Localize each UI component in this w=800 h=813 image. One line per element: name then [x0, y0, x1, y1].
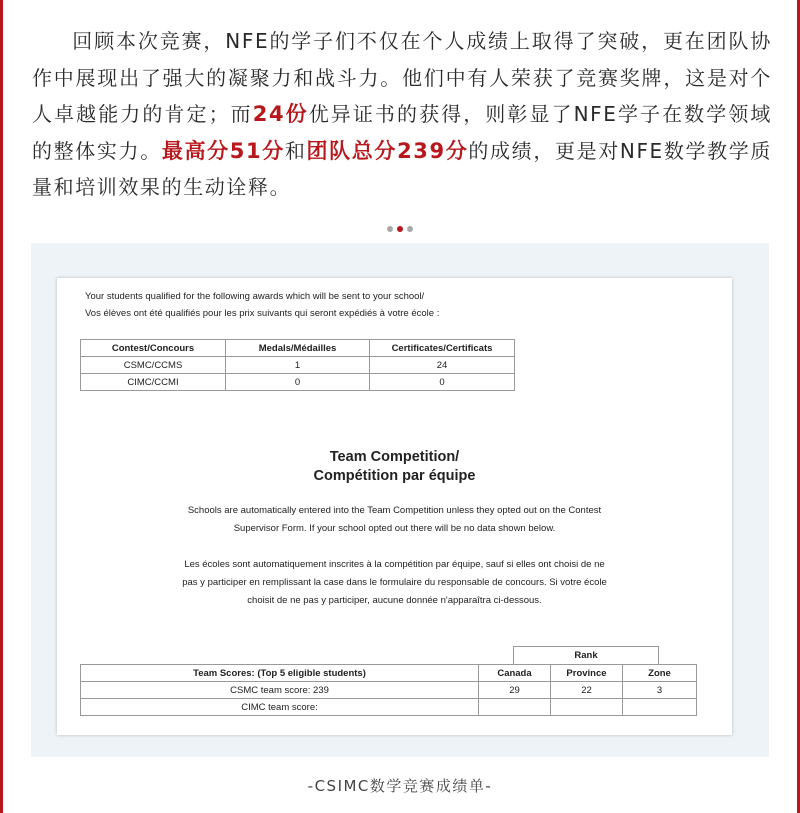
- text-line: pas y participer en remplissant la case dans le formulaire du responsable de concours. Si votre école: [182, 577, 607, 588]
- table-cell: 22: [551, 682, 623, 699]
- table-cell: 0: [226, 374, 370, 391]
- table-cell: [551, 699, 623, 716]
- table-cell: 1: [226, 357, 370, 374]
- column-header: Team Scores: (Top 5 eligible students): [81, 665, 479, 682]
- carousel-dot[interactable]: [387, 226, 393, 232]
- team-competition-title: [57, 448, 732, 486]
- table-header-row: [81, 340, 515, 357]
- table-cell: 3: [623, 682, 697, 699]
- image-caption: -CSIMC数学竞赛成绩单-: [307, 777, 493, 795]
- awards-table: [80, 339, 515, 391]
- column-header: Province: [551, 665, 623, 682]
- carousel-indicator: [0, 226, 800, 232]
- article-text-1: 回顾本次竞赛，NFE的学子们不仅在个人成绩上取得了突破，更在团队协作中展现出了强大的凝聚力和战斗力。他们中有人荣获了竞赛奖牌，这是对个人卓越能力的肯定；而: [32, 29, 772, 126]
- table-cell: CIMC/CCMI: [81, 374, 226, 391]
- carousel-dot-active[interactable]: [397, 226, 403, 232]
- carousel-dot[interactable]: [407, 226, 413, 232]
- team-info-english: [57, 502, 732, 538]
- text-line: Les écoles sont automatiquement inscrites à la compétition par équipe, sauf si elles ont choisi de ne: [184, 559, 605, 570]
- table-row: [81, 357, 515, 374]
- article-paragraph: [32, 23, 772, 206]
- awards-intro: [85, 288, 439, 322]
- table-cell: [623, 699, 697, 716]
- table-cell: 29: [479, 682, 551, 699]
- table-header-row: [81, 665, 697, 682]
- article-text-3: 和: [284, 138, 307, 163]
- column-header: Canada: [479, 665, 551, 682]
- highlight-team-score: 团队总分239分: [306, 138, 469, 163]
- table-cell: [479, 699, 551, 716]
- text-line: Supervisor Form. If your school opted out there will be no data shown below.: [233, 523, 556, 534]
- rank-header: Rank: [513, 646, 659, 665]
- column-header: Contest/Concours: [81, 340, 226, 357]
- table-cell: 0: [370, 374, 515, 391]
- text-line: choisit de ne pas y participer, aucune donnée n'apparaîtra ci-dessous.: [247, 595, 542, 606]
- column-header: Certificates/Certificats: [370, 340, 515, 357]
- column-header: Zone: [623, 665, 697, 682]
- intro-french: Vos élèves ont été qualifiés pour les prix suivants qui seront expédiés à votre école :: [85, 308, 440, 319]
- results-document: [57, 278, 732, 735]
- team-info-french: [57, 556, 732, 610]
- column-header: Medals/Médailles: [226, 340, 370, 357]
- table-row: [81, 699, 697, 716]
- team-scores-table: [80, 664, 697, 716]
- team-title-english: Team Competition/: [329, 449, 460, 465]
- table-cell: CSMC team score: 239: [81, 682, 479, 699]
- text-line: Schools are automatically entered into the Team Competition unless they opted out on the Contest: [187, 505, 602, 516]
- highlight-top-score: 最高分51分: [161, 138, 285, 163]
- article-text-2: 优异证书的获得，则彰显了NFE学子在数学领域的整体实力。: [32, 102, 773, 163]
- article-text-4: 的成绩，更是对NFE数学教学质量和培训效果的生动诠释。: [32, 138, 772, 199]
- table-row: [81, 374, 515, 391]
- highlight-certificates: 24份: [252, 102, 309, 126]
- team-title-french: Compétition par équipe: [313, 468, 476, 484]
- table-cell: CSMC/CCMS: [81, 357, 226, 374]
- left-border: [0, 0, 3, 813]
- table-cell: CIMC team score:: [81, 699, 479, 716]
- table-cell: 24: [370, 357, 515, 374]
- table-row: [81, 682, 697, 699]
- intro-english: Your students qualified for the following awards which will be sent to your school/: [85, 291, 425, 302]
